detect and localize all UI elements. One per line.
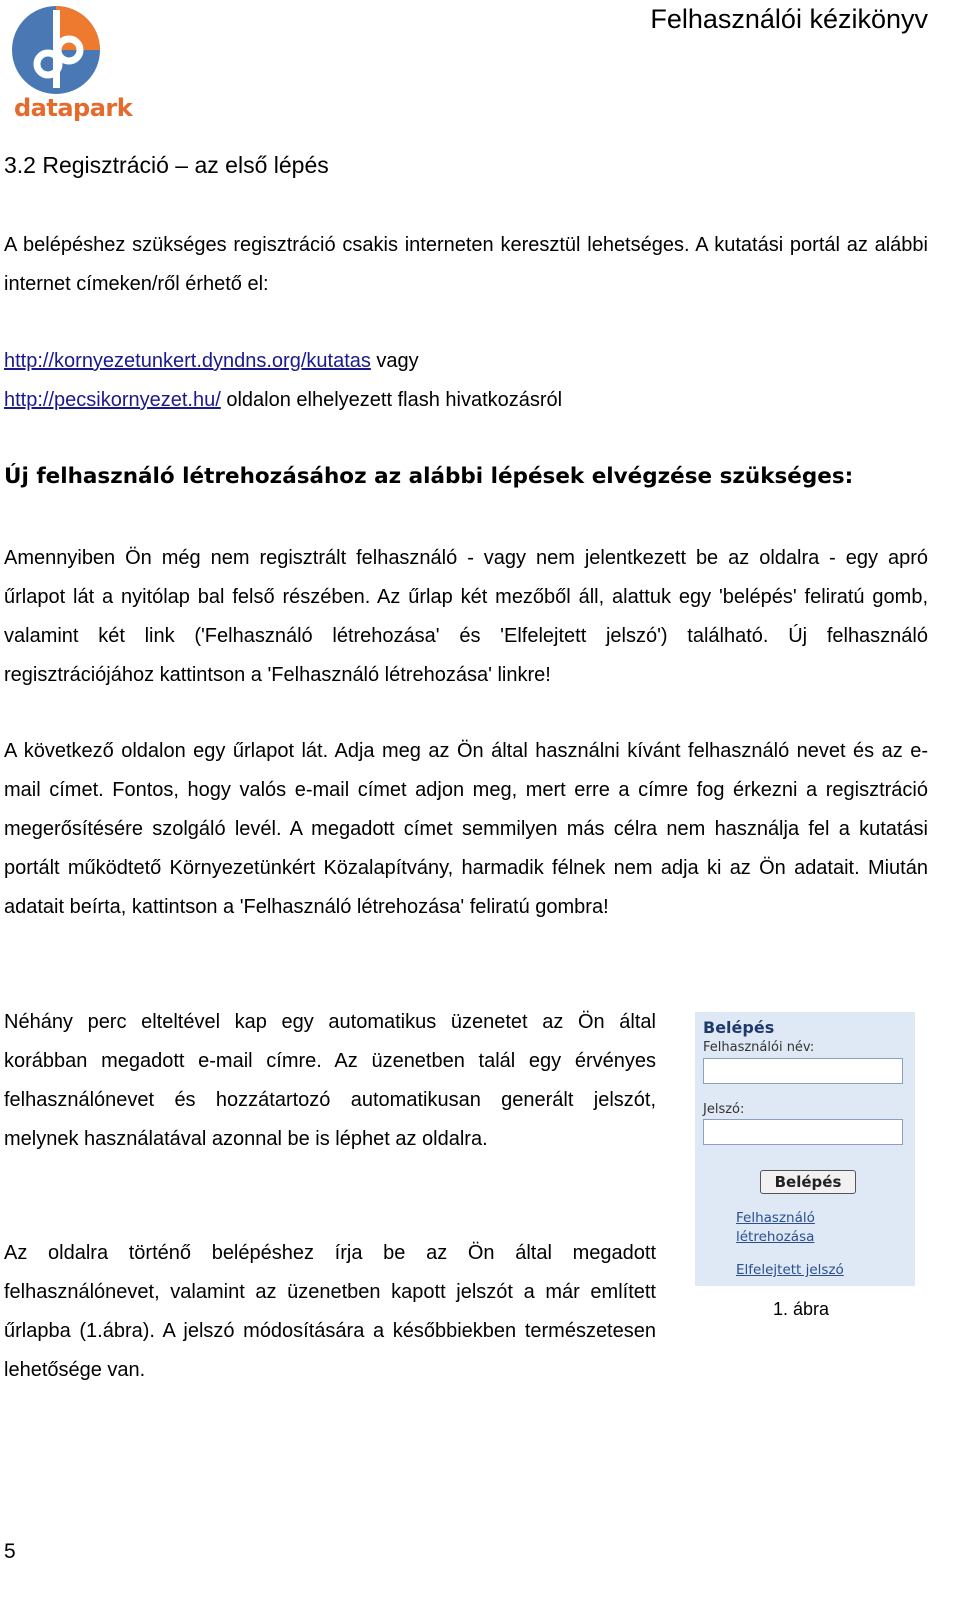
paragraph-login-form: Amennyiben Ön még nem regisztrált felhasználó - vagy nem jelentkezett be az oldalra - egy apró űrlapot lát a nyitólap bal felső részében. Az űrlap két mezőből áll, alattuk egy 'belépés' feliratú gomb, valamint két link ('Felhasználó létrehozása' és 'Elfelejtett jelszó') található. Új felhasználó regisztrációjához kattintson a 'Felhasználó létrehozása' linkre!	[4, 547, 928, 686]
pecsikornyezet-link[interactable]: http://pecsikornyezet.hu/	[4, 389, 221, 411]
login-form-figure	[695, 1012, 915, 1286]
create-user-link-line-2[interactable]: létrehozása	[736, 1229, 815, 1245]
document-title: Felhasználói kézikönyv	[650, 4, 928, 34]
figure-caption: 1. ábra	[773, 1299, 830, 1319]
login-button[interactable]: Belépés	[760, 1170, 856, 1194]
links-suffix: oldalon elhelyezett flash hivatkozásról	[220, 389, 563, 411]
forgot-password-link[interactable]: Elfelejtett jelszó	[736, 1262, 844, 1278]
paragraph-email-message: Néhány perc elteltével kap egy automatikus üzenetet az Ön által korábban megadott e-mail címre. Az üzenetben talál egy érvényes felhasználónevet és hozzátartozó automatikusan generált jelszót, melynek használatával azonnal be is léphet az oldalra.	[4, 1011, 656, 1150]
links-line-2	[4, 381, 928, 420]
paragraph-registration-form: A következő oldalon egy űrlapot lát. Adja meg az Ön által használni kívánt felhasználó nevet és az e-mail címet. Fontos, hogy valós e-mail címet adjon meg, mert erre a címre fog érkezni a regisztráció megerősítésére szolgáló levél. A megadott címet semmilyen más célra nem használja fel a kutatási portált működtető Környezetünkért Közalapítvány, harmadik félnek nem adja ki az Ön adatait. Miután adatait beírta, kattintson a 'Felhasználó létrehozása' feliratú gombra!	[4, 740, 928, 918]
paragraph-login-instructions: Az oldalra történő belépéshez írja be az Ön által megadott felhasználónevet, valamint az üzenetben kapott jelszót a már említett űrlapba (1.ábra). A jelszó módosítására a későbbiekben természetesen lehetősége van.	[4, 1242, 656, 1381]
logo-text: datapark	[14, 94, 133, 122]
username-field[interactable]	[703, 1058, 903, 1084]
password-label: Jelszó:	[703, 1102, 745, 1117]
login-form-title: Belépés	[703, 1018, 775, 1037]
kornyezetunkert-link[interactable]: http://kornyezetunkert.dyndns.org/kutatas	[4, 350, 371, 372]
links-connector: vagy	[370, 350, 419, 372]
links-line-1	[4, 342, 928, 381]
username-label: Felhasználói név:	[703, 1040, 815, 1055]
password-field[interactable]	[703, 1119, 903, 1145]
page-number: 5	[4, 1540, 16, 1563]
section-title: 3.2 Regisztráció – az első lépés	[4, 152, 329, 178]
steps-heading: Új felhasználó létrehozásához az alábbi lépések elvégzése szükséges:	[4, 464, 854, 489]
create-user-link-line-1[interactable]: Felhasználó	[736, 1210, 815, 1226]
intro-paragraph: A belépéshez szükséges regisztráció csakis interneten keresztül lehetséges. A kutatási portál az alábbi internet címeken/ről érhető el:	[4, 234, 928, 295]
